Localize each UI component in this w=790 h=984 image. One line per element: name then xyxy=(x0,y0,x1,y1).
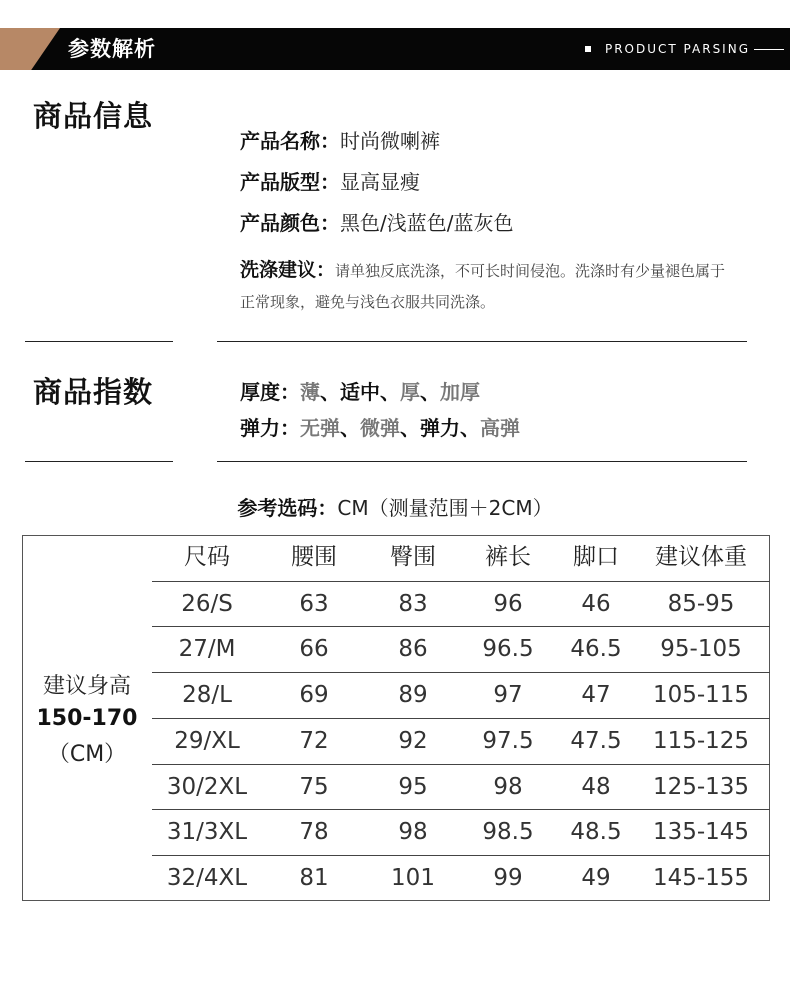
header-subtitle-line xyxy=(754,49,784,50)
thickness-options xyxy=(300,380,480,404)
table-cell: 105-115 xyxy=(652,682,750,709)
table-cell: 27/M xyxy=(178,636,236,663)
suggested-height-range: 150-170 xyxy=(36,705,138,731)
table-cell: 97 xyxy=(493,682,523,709)
table-cell: 63 xyxy=(299,590,329,617)
elasticity-separator: 、 xyxy=(460,416,480,440)
square-bullet-icon xyxy=(585,46,591,52)
header-subtitle: PRODUCT PARSING xyxy=(604,42,750,56)
thickness-option: 厚 xyxy=(400,380,420,404)
suggested-height-column xyxy=(22,535,152,901)
thickness-option: 适中 xyxy=(340,380,380,404)
product-fit-line xyxy=(240,166,420,195)
product-color-line xyxy=(240,207,513,236)
table-cell: 96.5 xyxy=(482,636,534,663)
header-title: 参数解析 xyxy=(68,37,156,61)
divider-right-2 xyxy=(217,461,747,462)
thickness-label: 厚度： xyxy=(240,380,300,404)
table-cell: 29/XL xyxy=(174,727,240,754)
elasticity-line xyxy=(240,412,520,441)
table-header-cell: 脚口 xyxy=(573,544,619,570)
table-cell: 125-135 xyxy=(652,773,750,800)
elasticity-option: 高弹 xyxy=(480,416,520,440)
elasticity-option: 无弹 xyxy=(300,416,340,440)
elasticity-option: 微弹 xyxy=(360,416,400,440)
table-header-cell: 建议体重 xyxy=(655,544,747,570)
wash-advice-label: 洗涤建议： xyxy=(240,259,336,281)
table-cell: 47.5 xyxy=(570,727,622,754)
table-cell: 98 xyxy=(398,819,428,846)
product-name-label: 产品名称： xyxy=(240,129,340,153)
size-reference xyxy=(0,492,790,521)
table-cell: 48 xyxy=(581,773,611,800)
table-cell: 95 xyxy=(398,773,428,800)
product-color-label: 产品颜色： xyxy=(240,211,340,235)
table-cell: 86 xyxy=(398,636,428,663)
table-cell: 97.5 xyxy=(482,727,534,754)
table-cell: 85-95 xyxy=(667,590,735,617)
table-cell: 92 xyxy=(398,727,428,754)
table-cell: 145-155 xyxy=(652,864,750,891)
table-cell: 98.5 xyxy=(482,819,534,846)
table-cell: 47 xyxy=(581,682,611,709)
table-cell: 75 xyxy=(299,773,329,800)
elasticity-label: 弹力： xyxy=(240,416,300,440)
divider-left-2 xyxy=(25,461,173,462)
thickness-option: 薄 xyxy=(300,380,320,404)
elasticity-options xyxy=(300,416,520,440)
product-fit-label: 产品版型： xyxy=(240,170,340,194)
table-header-cell: 腰围 xyxy=(291,544,337,570)
table-cell: 78 xyxy=(299,819,329,846)
table-cell: 66 xyxy=(299,636,329,663)
table-cell: 28/L xyxy=(182,682,232,709)
table-cell: 72 xyxy=(299,727,329,754)
table-cell: 30/2XL xyxy=(166,773,248,800)
divider-left-1 xyxy=(25,341,173,342)
table-cell: 32/4XL xyxy=(166,864,248,891)
thickness-line xyxy=(240,376,480,405)
thickness-separator: 、 xyxy=(320,380,340,404)
table-cell: 96 xyxy=(493,590,523,617)
product-name-value: 时尚微喇裤 xyxy=(340,129,440,153)
table-cell: 115-125 xyxy=(652,727,750,754)
table-cell: 46.5 xyxy=(570,636,622,663)
table-cell: 98 xyxy=(493,773,523,800)
elasticity-option: 弹力 xyxy=(420,416,460,440)
wash-advice xyxy=(240,255,740,318)
product-fit-value: 显高显瘦 xyxy=(340,170,420,194)
elasticity-separator: 、 xyxy=(400,416,420,440)
table-header-cell: 尺码 xyxy=(184,544,230,570)
table-cell: 81 xyxy=(299,864,329,891)
table-cell: 89 xyxy=(398,682,428,709)
table-cell: 99 xyxy=(493,864,523,891)
table-cell: 135-145 xyxy=(652,819,750,846)
product-name-line xyxy=(240,125,440,154)
thickness-option: 加厚 xyxy=(440,380,480,404)
suggested-height-label: 建议身高 xyxy=(42,673,131,699)
table-cell: 83 xyxy=(398,590,428,617)
table-cell: 48.5 xyxy=(570,819,622,846)
elasticity-separator: 、 xyxy=(340,416,360,440)
table-header-cell: 臀围 xyxy=(390,544,436,570)
table-header-cell: 裤长 xyxy=(485,544,531,570)
product-index-heading: 商品指数 xyxy=(33,375,154,409)
table-cell: 95-105 xyxy=(660,636,742,663)
suggested-height-unit: （CM） xyxy=(47,741,127,767)
divider-right-1 xyxy=(217,341,747,342)
product-info-heading: 商品信息 xyxy=(33,99,154,133)
product-color-value: 黑色/浅蓝色/蓝灰色 xyxy=(340,211,514,235)
size-reference-label: 参考选码： xyxy=(237,496,338,520)
thickness-separator: 、 xyxy=(420,380,440,404)
wash-advice-text: 请单独反底洗涤，不可长时间侵泡。洗涤时有少量褪色属于正常现象，避免与浅色衣服共同洗涤。 xyxy=(240,262,726,311)
table-cell: 49 xyxy=(581,864,611,891)
table-cell: 69 xyxy=(299,682,329,709)
table-cell: 26/S xyxy=(181,590,233,617)
table-cell: 46 xyxy=(581,590,611,617)
table-cell: 101 xyxy=(391,864,435,891)
header-subtitle-group xyxy=(585,28,784,70)
table-cell: 31/3XL xyxy=(166,819,248,846)
size-reference-text: CM（测量范围＋2CM） xyxy=(337,496,553,520)
thickness-separator: 、 xyxy=(380,380,400,404)
